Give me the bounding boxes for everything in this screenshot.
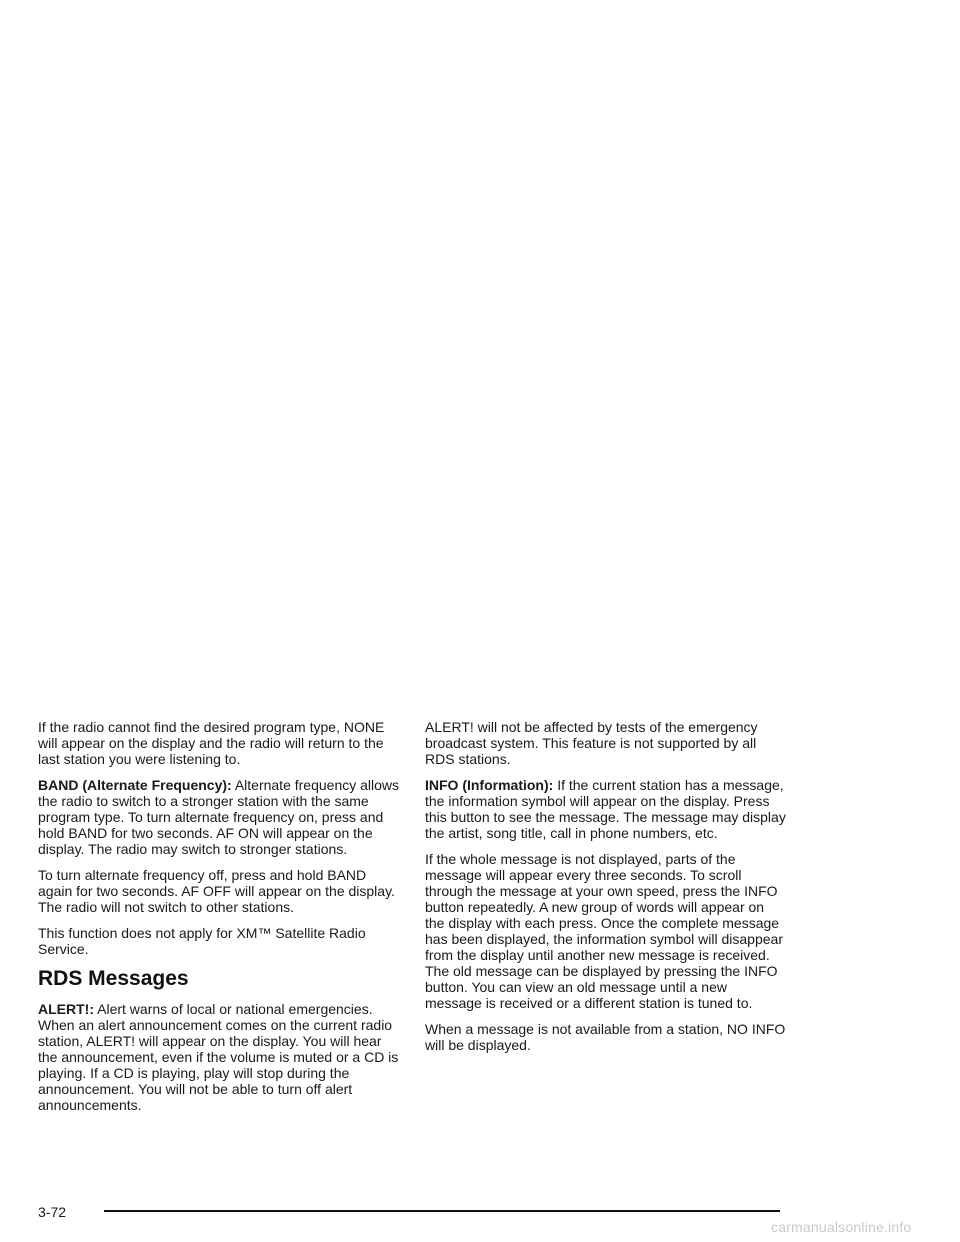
page-number: 3-72 [38,1204,67,1220]
xm-note-paragraph: This function does not apply for XM™ Satellite Radio Service. [38,925,366,957]
left-column [38,719,400,1123]
band-term: BAND (Alternate Frequency): [38,777,232,793]
right-column [425,719,787,1063]
alert-description: Alert warns of local or national emergencies. When an alert announcement comes on the current radio station, ALERT! will appear on the display. You will hear the announcement, even if the volume is muted or a CD is playing. If a CD is playing, play will stop during the announcement. You will not be able to turn off alert announcements. [38,1001,399,1113]
info-term: INFO (Information): [425,777,554,793]
no-info-paragraph: When a message is not available from a station, NO INFO will be displayed. [425,1021,786,1053]
footer-divider [104,1210,780,1212]
info-description: If the current station has a message, the information symbol will appear on the display. Press this button to see the message. The message may display the artist, song title, call in phone numbers, etc. [425,777,786,841]
alert-paragraph [38,1001,400,1113]
scroll-message-paragraph: If the whole message is not displayed, parts of the message will appear every three seconds. To scroll through the message at your own speed, press the INFO button repeatedly. A new group of words will appear on the display with each press. Once the complete message has been displayed, the information symbol will disappear from the display until another new message is received. The old message can be displayed by pressing the INFO button. You can view an old message until a new message is received or a different station is tuned to. [425,851,783,1011]
af-off-paragraph: To turn alternate frequency off, press and hold BAND again for two seconds. AF OFF will appear on the display. The radio will not switch to other stations. [38,867,395,915]
alert-tests-paragraph: ALERT! will not be affected by tests of the emergency broadcast system. This feature is not supported by all RDS stations. [425,719,758,767]
alert-term: ALERT!: [38,1001,94,1017]
band-paragraph [38,777,400,857]
band-description: Alternate frequency allows the radio to switch to a stronger station with the same program type. To turn alternate frequency on, press and hold BAND for two seconds. AF ON will appear on the display. The radio may switch to stronger stations. [38,777,400,857]
section-heading: RDS Messages [38,967,189,990]
watermark-text: carmanualsonline.info [771,1219,912,1235]
program-type-paragraph: If the radio cannot find the desired program type, NONE will appear on the display and the radio will return to the last station you were listening to. [38,719,385,767]
info-paragraph [425,777,787,841]
